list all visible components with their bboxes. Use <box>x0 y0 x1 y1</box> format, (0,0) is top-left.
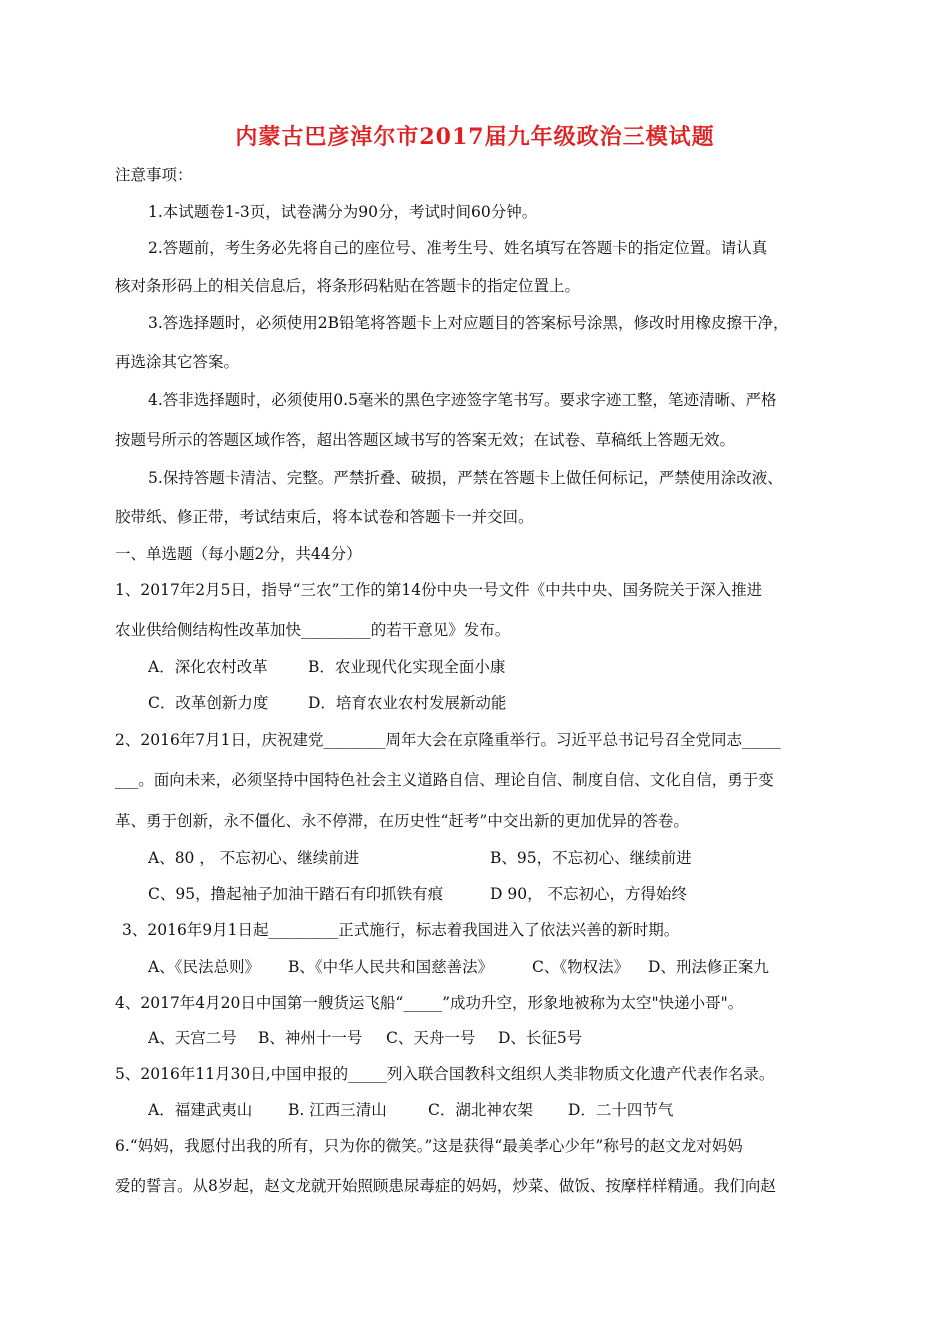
question-5-option-d[interactable]: D．二十四节气 <box>568 1101 674 1119</box>
notice-line-1: 1.本试题卷1-3页，试卷满分为90分，考试时间60分钟。 <box>148 203 538 221</box>
question-1-option-c[interactable]: C．改革创新力度 <box>148 694 269 712</box>
question-2-stem-3: 革、勇于创新，永不僵化、永不停滞，在历史性“赶考”中交出新的更加优异的答卷。 <box>115 812 689 830</box>
question-1-stem-1: 1、2017年2月5日，指导“三农”工作的第14份中央一号文件《中共中央、国务院关于深入推进 <box>115 581 763 599</box>
notice-line-9: 胶带纸、修正带，考试结束后，将本试卷和答题卡一并交回。 <box>115 508 534 526</box>
question-2-option-d[interactable]: D 90， 不忘初心，方得始终 <box>490 885 688 903</box>
question-2-option-b[interactable]: B、95，不忘初心、继续前进 <box>490 849 692 867</box>
question-6-stem-1: 6.“妈妈，我愿付出我的所有，只为你的微笑。”这是获得“最美孝心少年”称号的赵文龙对妈妈 <box>115 1137 743 1155</box>
question-1-option-b[interactable]: B．农业现代化实现全面小康 <box>308 658 506 676</box>
question-2-option-c[interactable]: C、95，撸起袖子加油干踏石有印抓铁有痕 <box>148 885 444 903</box>
question-1-options-row-1 <box>148 657 848 677</box>
question-4-stem-1: 4、2017年4月20日中国第一艘货运飞船“_____”成功升空，形象地被称为太空"快递小哥"。 <box>115 994 744 1012</box>
question-1-option-a[interactable]: A．深化农村改革 <box>148 658 268 676</box>
question-5-options-row <box>148 1100 848 1120</box>
question-4-option-a[interactable]: A、天宫二号 <box>148 1029 237 1047</box>
question-2-stem-2: ___。面向未来，必须坚持中国特色社会主义道路自信、理论自信、制度自信、文化自信，勇于变 <box>115 771 774 789</box>
question-4-option-c[interactable]: C、天舟一号 <box>386 1029 476 1047</box>
question-2-options-row-2 <box>148 884 848 904</box>
notice-line-6: 4.答非选择题时，必须使用0.5毫米的黑色字迹签字笔书写。要求字迹工整，笔迹清晰、严格 <box>148 391 777 409</box>
question-3-option-b[interactable]: B、《中华人民共和国慈善法》 <box>288 958 494 976</box>
question-1-option-d[interactable]: D．培育农业农村发展新动能 <box>308 694 507 712</box>
question-3-option-c[interactable]: C、《物权法》 <box>532 958 630 976</box>
question-4-options-row <box>148 1028 848 1048</box>
question-2-option-a[interactable]: A、80 ， 不忘初心、继续前进 <box>148 849 360 867</box>
question-3-options-row <box>148 957 848 977</box>
question-3-option-a[interactable]: A、《民法总则》 <box>148 958 260 976</box>
question-3-stem-1: 3、2016年9月1日起_________正式施行，标志着我国进入了依法兴善的新时期。 <box>122 921 680 939</box>
section-heading: 一、单选题（每小题2分，共44分） <box>115 545 362 563</box>
notice-heading: 注意事项： <box>115 166 193 184</box>
notice-line-5: 再选涂其它答案。 <box>115 353 240 371</box>
question-3-option-d[interactable]: D、刑法修正案九 <box>648 958 769 976</box>
notice-line-7: 按题号所示的答题区域作答，超出答题区域书写的答案无效；在试卷、草稿纸上答题无效。 <box>115 431 736 449</box>
notice-line-4: 3.答选择题时，必须使用2B铅笔将答题卡上对应题目的答案标号涂黑，修改时用橡皮擦干净， <box>148 314 789 332</box>
question-4-option-d[interactable]: D、长征5号 <box>498 1029 583 1047</box>
question-1-options-row-2 <box>148 693 848 713</box>
question-5-stem-1: 5、2016年11月30日,中国申报的_____列入联合国教科文组织人类非物质文化遗产代表作名录。 <box>115 1065 775 1083</box>
question-2-stem-1: 2、2016年7月1日，庆祝建党________周年大会在京隆重举行。习近平总书记号召全党同志_____ <box>115 731 781 749</box>
notice-line-2: 2.答题前，考生务必先将自己的座位号、准考生号、姓名填写在答题卡的指定位置。请认真 <box>148 239 768 257</box>
question-2-options-row-1 <box>148 848 848 868</box>
notice-line-3: 核对条形码上的相关信息后，将条形码粘贴在答题卡的指定位置上。 <box>115 277 581 295</box>
question-1-stem-2: 农业供给侧结构性改革加快_________的若干意见》发布。 <box>115 621 511 639</box>
question-5-option-c[interactable]: C．湖北神农架 <box>428 1101 533 1119</box>
question-4-option-b[interactable]: B、神州十一号 <box>258 1029 363 1047</box>
question-5-option-b[interactable]: B. 江西三清山 <box>288 1101 387 1119</box>
question-6-stem-2: 爱的誓言。从8岁起，赵文龙就开始照顾患尿毒症的妈妈，炒菜、做饭、按摩样样精通。我们向赵 <box>115 1177 776 1195</box>
document-title: 内蒙古巴彦淖尔市2017届九年级政治三模试题 <box>235 124 715 150</box>
question-5-option-a[interactable]: A．福建武夷山 <box>148 1101 253 1119</box>
notice-line-8: 5.保持答题卡清洁、完整。严禁折叠、破损，严禁在答题卡上做任何标记，严禁使用涂改液、 <box>148 469 783 487</box>
